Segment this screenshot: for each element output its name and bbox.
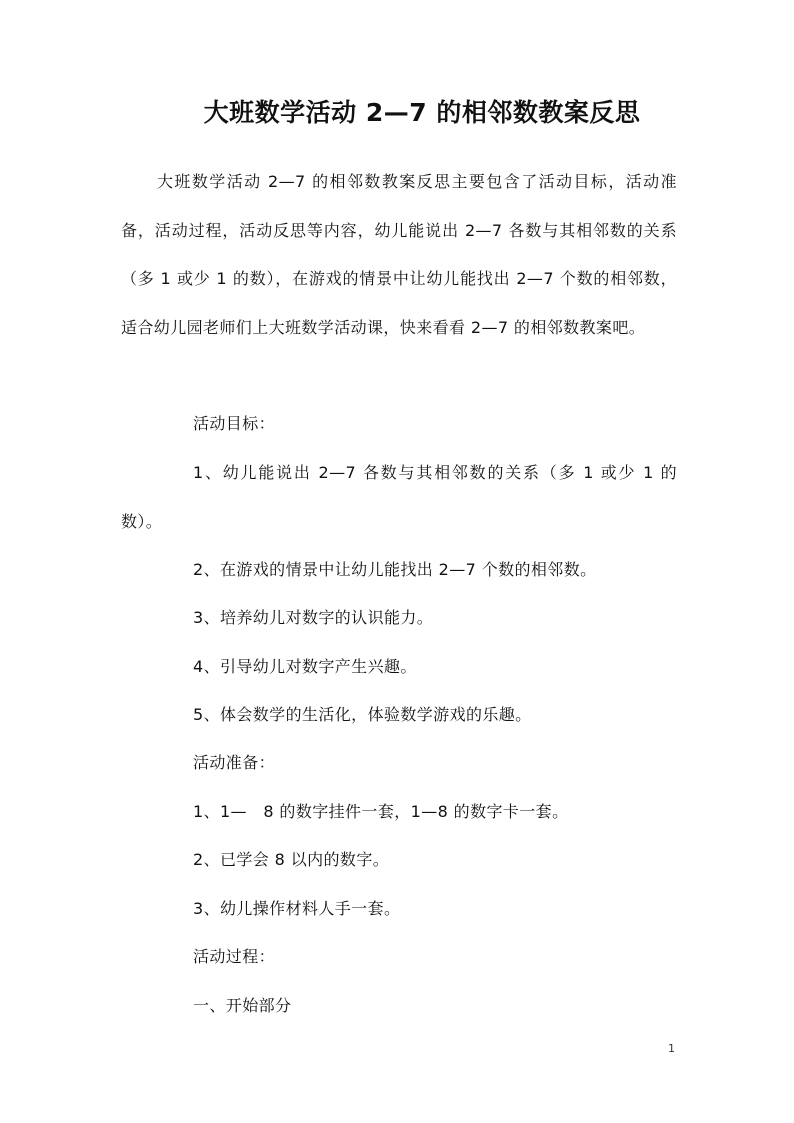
prep-item-2: 2、已学会 8 以内的数字。 bbox=[193, 850, 390, 869]
process-heading: 活动过程： bbox=[193, 947, 276, 966]
prep-item-3: 3、幼儿操作材料人手一套。 bbox=[193, 899, 401, 918]
goals-heading: 活动目标： bbox=[193, 414, 276, 433]
document-title: 大班数学活动 2—7 的相邻数教案反思 bbox=[203, 98, 641, 127]
prep-item-1: 1、1— 8 的数字挂件一套，1—8 的数字卡一套。 bbox=[193, 802, 569, 821]
goal-item-4: 4、引导幼儿对数字产生兴趣。 bbox=[193, 657, 417, 676]
goal-item-3: 3、培养幼儿对数字的认识能力。 bbox=[193, 608, 434, 627]
process-section-start: 一、开始部分 bbox=[193, 996, 292, 1015]
goal-item-2: 2、在游戏的情景中让幼儿能找出 2—7 个数的相邻数。 bbox=[193, 560, 597, 579]
goal-item-1: 1、幼儿能说出 2—7 各数与其相邻数的关系（多 1 或少 1 的数）。 bbox=[121, 463, 677, 531]
page-number: 1 bbox=[668, 1042, 675, 1055]
intro-paragraph: 大班数学活动 2—7 的相邻数教案反思主要包含了活动目标，活动准备，活动过程，活动反思等内容，幼儿能说出 2—7 各数与其相邻数的关系（多 1 或少 1 的数），在游戏的情景中让幼儿能找出 2—7 个数的相邻数，适合幼儿园老师们上大班数学活动课，快来看看 2—7 的相邻数教案吧。 bbox=[121, 172, 677, 337]
prep-heading: 活动准备： bbox=[193, 753, 276, 772]
goal-item-5: 5、体会数学的生活化，体验数学游戏的乐趣。 bbox=[193, 705, 532, 724]
